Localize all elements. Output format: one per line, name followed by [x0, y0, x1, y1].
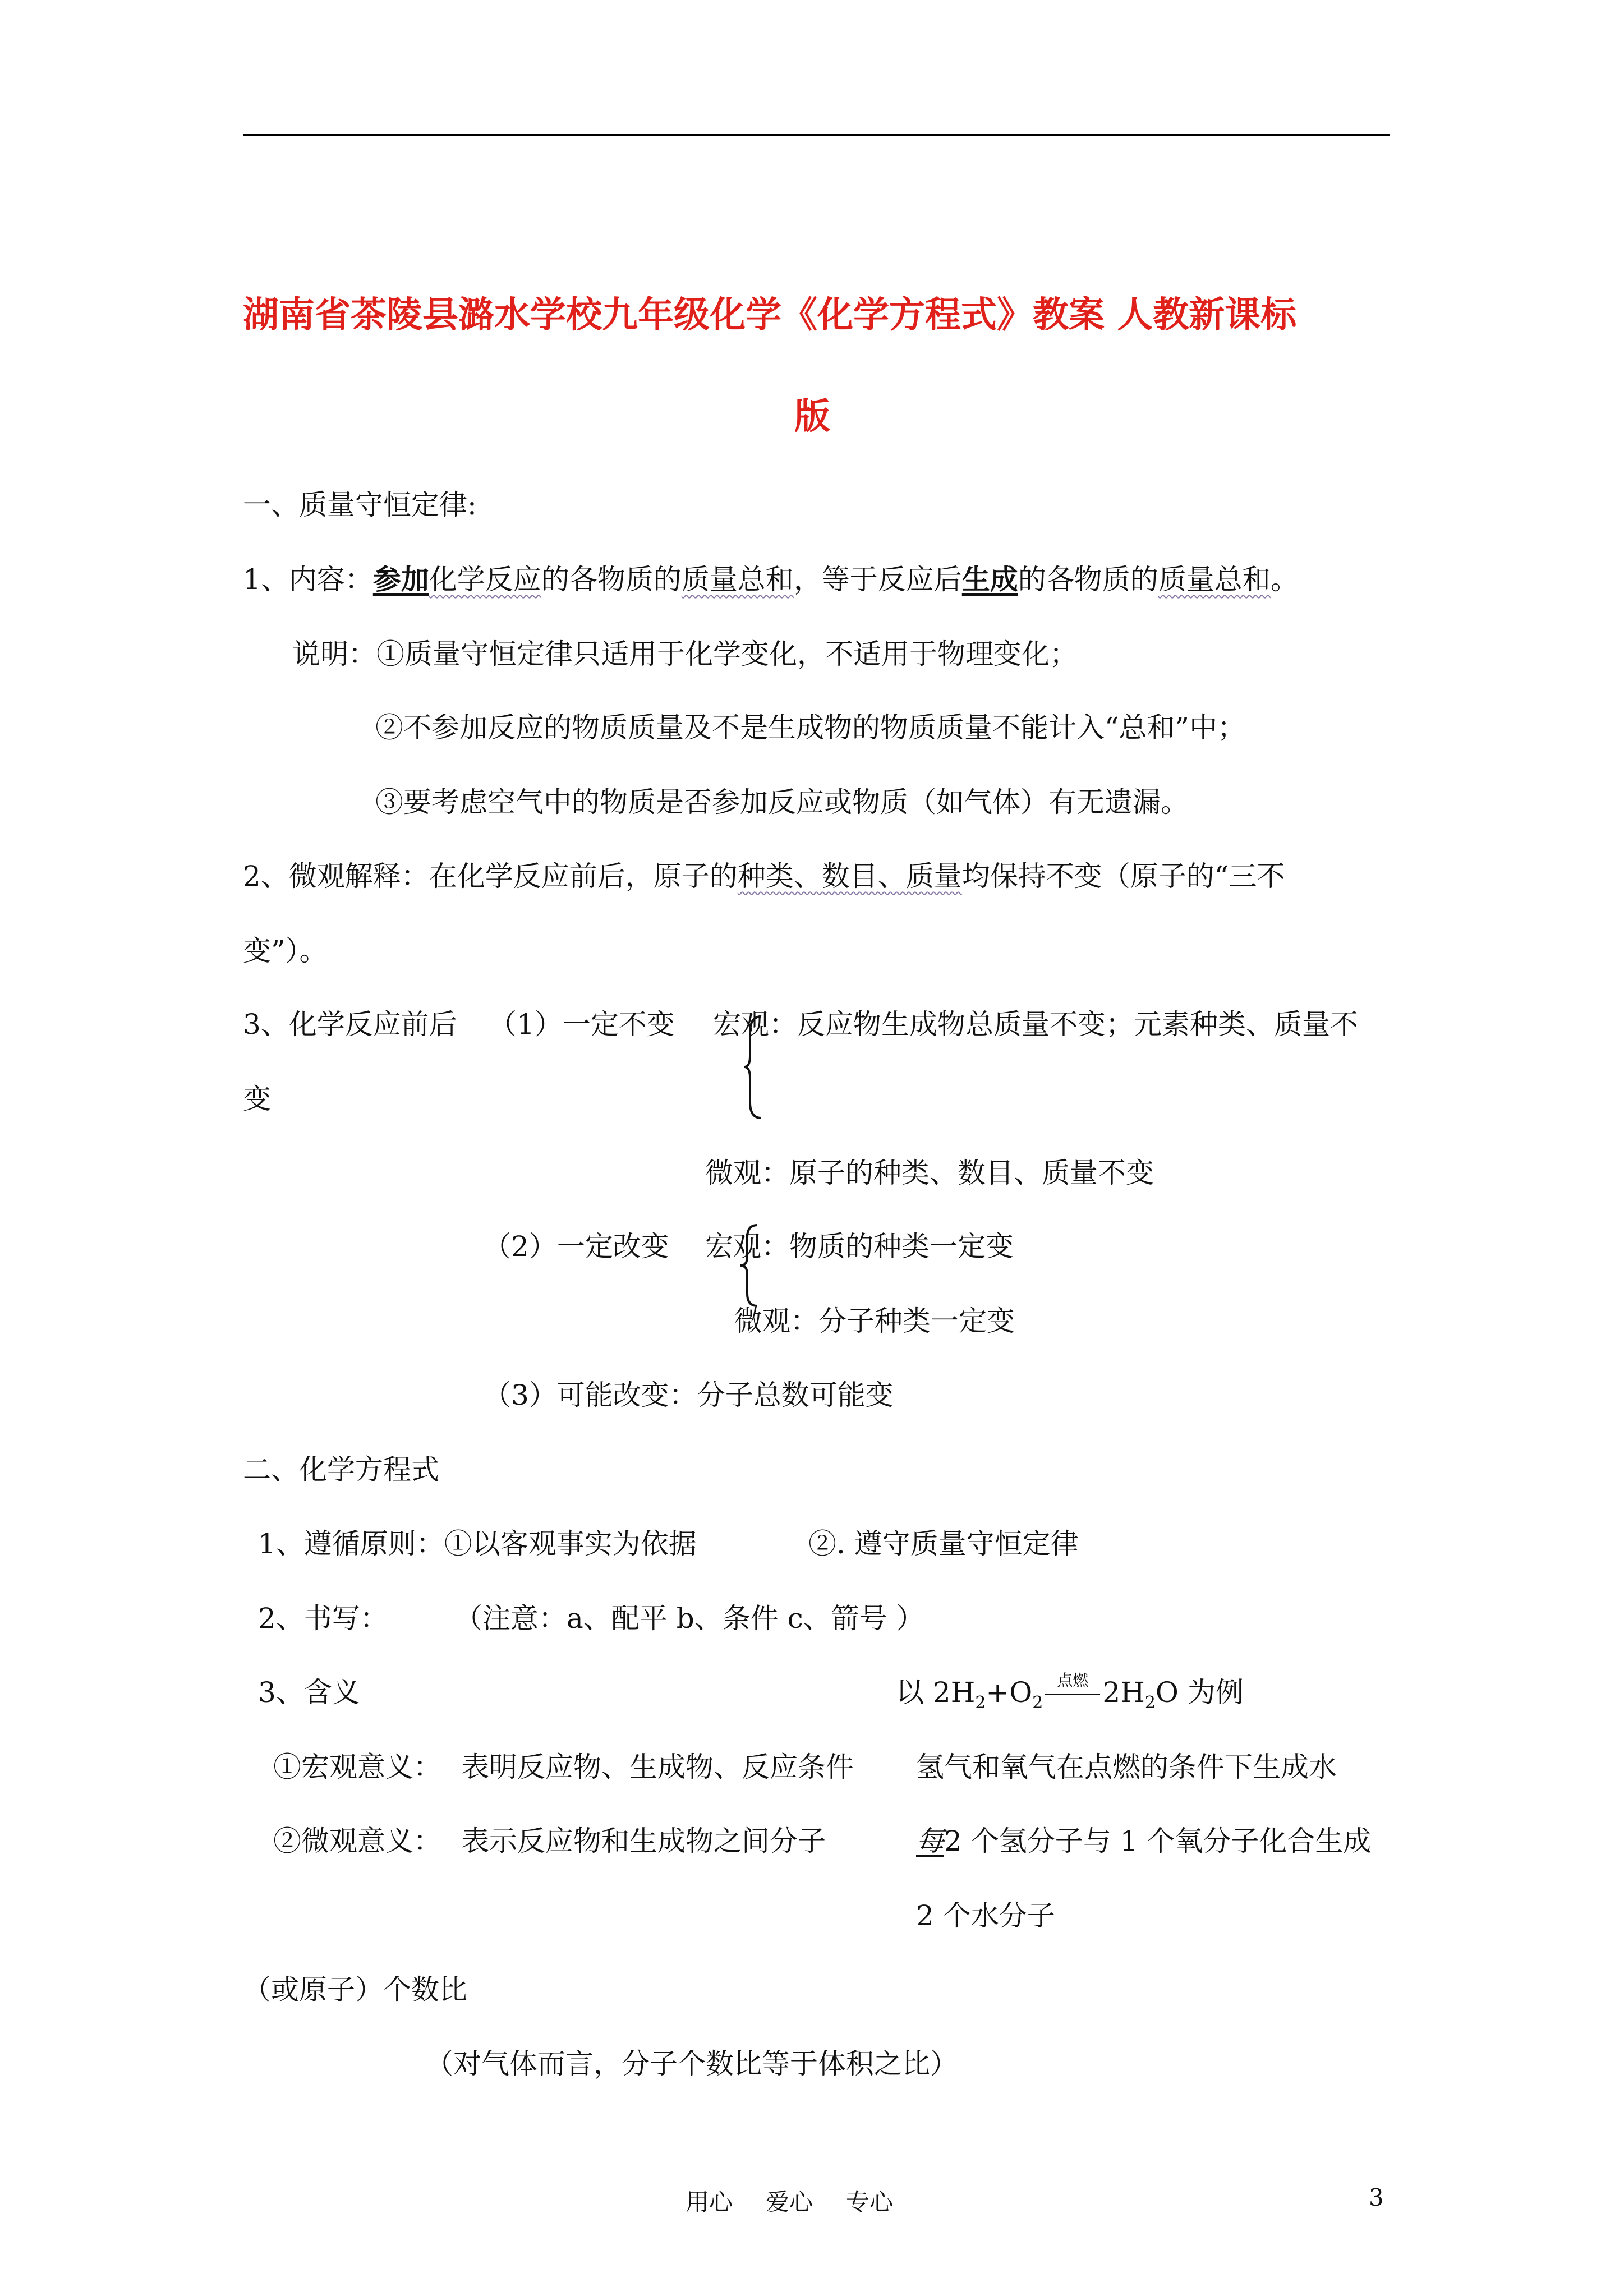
unchanged-micro: 微观：原子的种类、数目、质量不变	[705, 1157, 1154, 1189]
micro-explanation: 2、微观解释：在化学反应前后，原子的种类、数目、质量均保持不变（原子的“三不	[243, 860, 1285, 892]
header-rule	[243, 134, 1390, 136]
changed-micro: 微观：分子种类一定变	[734, 1305, 1015, 1337]
unchanged-macro-cont: 变	[243, 1083, 271, 1115]
note-3: ③要考虑空气中的物质是否参加反应或物质（如气体）有无遗漏。	[375, 786, 1189, 818]
note-2: ②不参加反应的物质质量及不是生成物的物质质量不能计入“总和”中；	[375, 711, 1246, 744]
section-1-heading: 一、质量守恒定律:	[243, 489, 477, 521]
gas-note: （对气体而言，分子个数比等于体积之比）	[425, 2047, 958, 2080]
keyword-reaction: 化学反应	[429, 563, 541, 596]
example-equation: 以 $2H_2+O_2$ 点燃 $2H_2O$ 为例	[896, 1671, 1244, 1713]
title-line-1: 湖南省茶陵县潞水学校九年级化学《化学方程式》教案 人教新课标	[243, 294, 1297, 336]
micro-example: 每2 个氢分子与 1 个氧分子化合生成	[916, 1825, 1372, 1857]
title-line-2: 版	[794, 395, 830, 438]
changed-macro: 宏观：物质的种类一定变	[705, 1230, 1014, 1263]
keyword-total-2: 质量总和	[1158, 563, 1271, 596]
condition-label: 点燃	[1057, 1671, 1089, 1690]
keyword-generate: 生成	[961, 563, 1018, 596]
principle-2: ②. 遵守质量守恒定律	[808, 1527, 1079, 1560]
keyword-each: 每	[916, 1825, 944, 1857]
micro-label: ②微观意义：	[273, 1825, 441, 1857]
macro-label: ①宏观意义：	[273, 1751, 441, 1783]
possibly-changed: （3）可能改变：分子总数可能变	[483, 1379, 894, 1411]
meaning-label: 3、含义	[258, 1676, 360, 1709]
brace-changed	[739, 1224, 762, 1308]
footer-text-3: 专心	[846, 2188, 894, 2216]
section-2-heading: 二、化学方程式	[243, 1453, 439, 1486]
micro-text: 表示反应物和生成物之间分子	[461, 1825, 826, 1857]
keyword-participate: 参加	[372, 563, 429, 596]
footer-text-2: 爱心	[766, 2188, 813, 2216]
micro-label-cont: （或原子）个数比	[243, 1973, 467, 2006]
writing-note: （注意：a、配平 b、条件 c、箭号 ）	[454, 1602, 924, 1635]
writing-label: 2、书写：	[258, 1602, 388, 1635]
unchanged-label: （1）一定不变	[489, 1008, 675, 1041]
macro-text: 表明反应物、生成物、反应条件	[461, 1751, 854, 1783]
unchanged-macro: 宏观：反应物生成物总质量不变；元素种类、质量不	[713, 1008, 1358, 1041]
macro-example: 氢气和氧气在点燃的条件下生成水	[916, 1751, 1337, 1783]
reaction-arrow	[1043, 1671, 1102, 1709]
before-after-label: 3、化学反应前后	[243, 1008, 457, 1041]
page-number: 3	[1369, 2184, 1384, 2211]
principle-1: 1、遵循原则：①以客观事实为依据	[258, 1527, 697, 1560]
keyword-kinds: 种类、数目、质量	[737, 860, 962, 892]
keyword-total: 质量总和	[681, 563, 794, 596]
content-label: 1、内容：	[243, 563, 373, 596]
footer-text-1: 用心	[686, 2188, 733, 2216]
brace-unchanged	[743, 1015, 766, 1119]
changed-label: （2）一定改变	[483, 1230, 669, 1263]
note-1: 说明：①质量守恒定律只适用于化学变化，不适用于物理变化；	[292, 638, 1078, 670]
micro-explanation-cont: 变”）。	[243, 935, 328, 967]
micro-example-cont: 2 个水分子	[916, 1899, 1055, 1932]
content-line: 1、内容：参加化学反应的各物质的质量总和，等于反应后生成的各物质的质量总和。	[243, 563, 1299, 596]
